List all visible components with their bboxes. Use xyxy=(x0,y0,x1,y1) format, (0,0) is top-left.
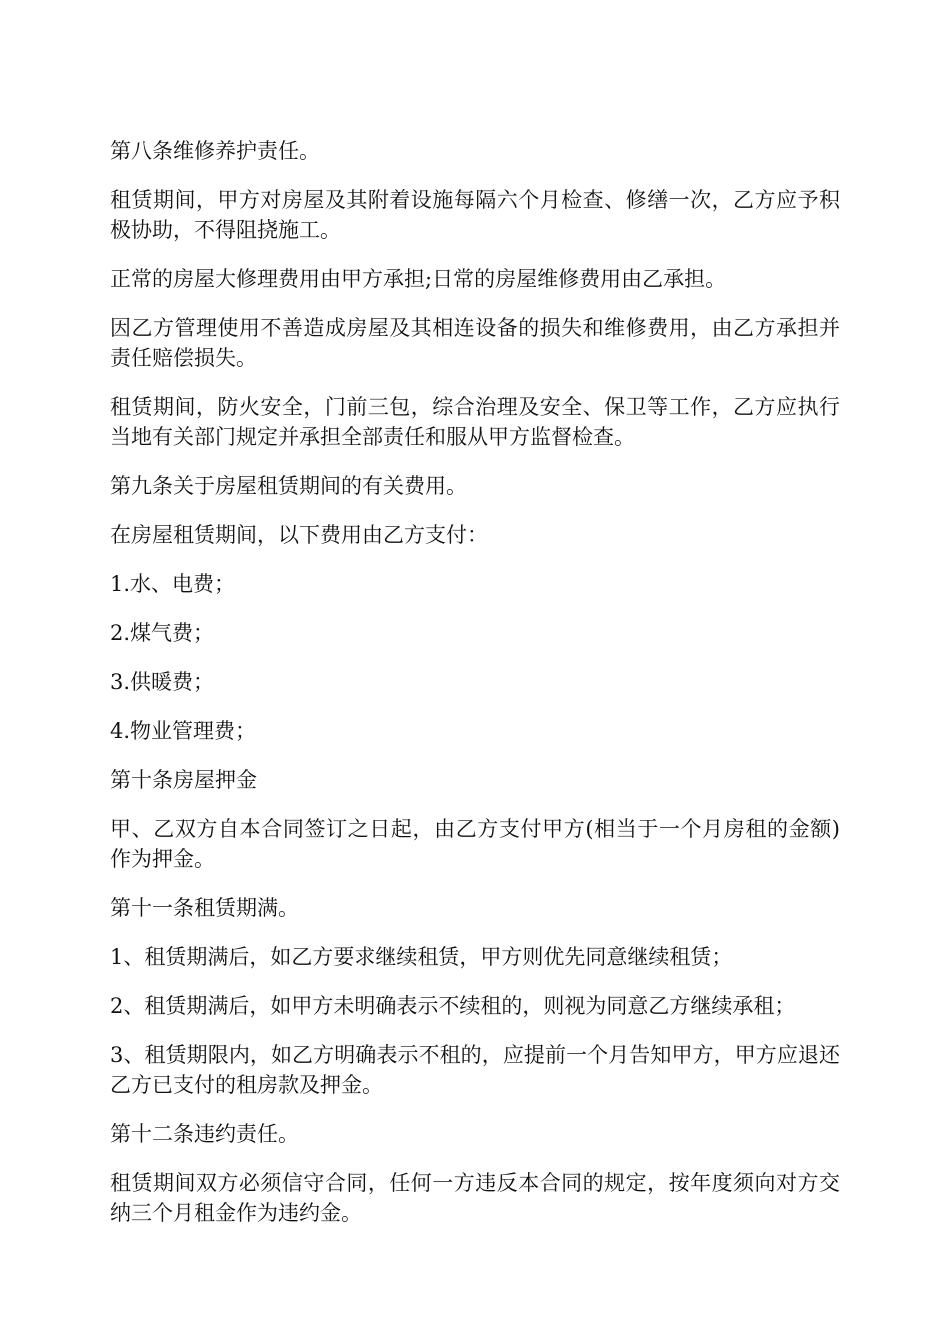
article-12-heading: 第十二条违约责任。 xyxy=(110,1122,299,1146)
article-11-heading: 第十一条租赁期满。 xyxy=(110,896,299,920)
paragraph-breach-penalty: 租赁期间双方必须信守合同，任何一方违反本合同的规定，按年度须向对方交纳三个月租金作为违约金。 xyxy=(110,1171,840,1225)
article-9-heading: 第九条关于房屋租赁期间的有关费用。 xyxy=(110,474,467,498)
list-item-implied-renewal: 2、租赁期满后，如甲方未明确表示不续租的，则视为同意乙方继续承租； xyxy=(110,994,796,1018)
article-8-heading: 第八条维修养护责任。 xyxy=(110,139,320,163)
paragraph-fees-intro: 在房屋租赁期间，以下费用由乙方支付： xyxy=(110,523,488,547)
article-10-heading: 第十条房屋押金 xyxy=(110,768,257,792)
paragraph-repair-costs: 正常的房屋大修理费用由甲方承担;日常的房屋维修费用由乙承担。 xyxy=(110,267,727,291)
list-item-water-electricity: 1.水、电费； xyxy=(110,572,236,596)
list-item-property-management: 4.物业管理费； xyxy=(110,719,257,743)
paragraph-damage-liability: 因乙方管理使用不善造成房屋及其相连设备的损失和维修费用，由乙方承担并责任赔偿损失。 xyxy=(110,316,840,370)
list-item-gas: 2.煤气费； xyxy=(110,621,215,645)
document-body xyxy=(110,136,840,1247)
paragraph-inspection-repair: 租赁期间，甲方对房屋及其附着设施每隔六个月检查、修缮一次，乙方应予积极协助，不得阻挠施工。 xyxy=(110,188,840,242)
paragraph-deposit: 甲、乙双方自本合同签订之日起，由乙方支付甲方(相当于一个月房租的金额)作为押金。 xyxy=(110,817,840,871)
paragraph-fire-safety: 租赁期间，防火安全，门前三包，综合治理及安全、保卫等工作，乙方应执行当地有关部门规定并承担全部责任和服从甲方监督检查。 xyxy=(110,395,840,449)
list-item-renewal-priority: 1、租赁期满后，如乙方要求继续租赁，甲方则优先同意继续租赁； xyxy=(110,945,733,969)
list-item-heating: 3.供暖费； xyxy=(110,670,215,694)
list-item-early-termination: 3、租赁期限内，如乙方明确表示不租的，应提前一个月告知甲方，甲方应退还乙方已支付的租房款及押金。 xyxy=(110,1043,840,1097)
